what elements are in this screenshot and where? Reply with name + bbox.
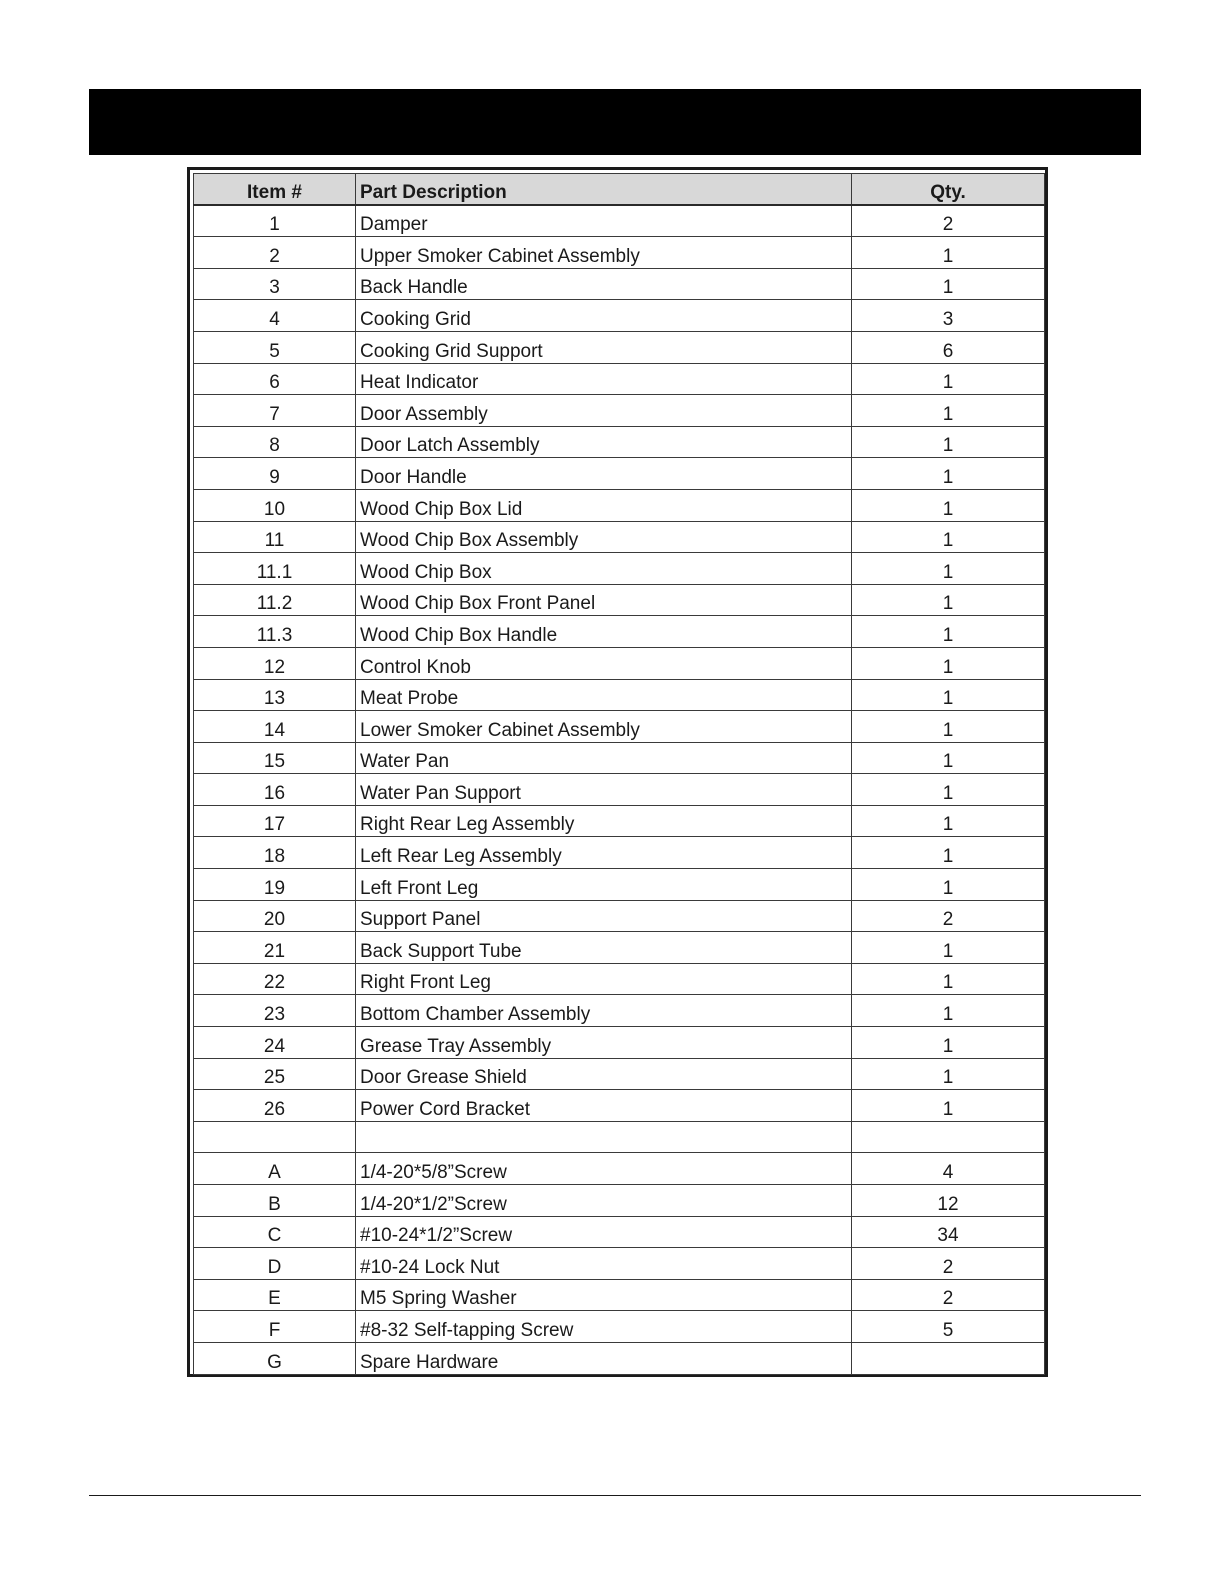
quantity-cell: 1 bbox=[852, 805, 1045, 837]
quantity-cell: 34 bbox=[852, 1216, 1045, 1248]
table-row bbox=[194, 1153, 1045, 1185]
quantity-cell: 6 bbox=[852, 331, 1045, 363]
part-description-cell: #8-32 Self-tapping Screw bbox=[356, 1311, 852, 1343]
table-row bbox=[194, 426, 1045, 458]
quantity-cell: 1 bbox=[852, 553, 1045, 585]
part-description-cell: Grease Tray Assembly bbox=[356, 1027, 852, 1059]
item-number-cell: G bbox=[194, 1342, 356, 1374]
item-number-cell: 17 bbox=[194, 805, 356, 837]
table-row bbox=[194, 647, 1045, 679]
part-description-cell: Cooking Grid Support bbox=[356, 331, 852, 363]
part-description-cell: Meat Probe bbox=[356, 679, 852, 711]
item-number-cell bbox=[194, 1121, 356, 1153]
item-number-cell: 4 bbox=[194, 300, 356, 332]
item-number-cell: 19 bbox=[194, 869, 356, 901]
quantity-cell: 1 bbox=[852, 963, 1045, 995]
quantity-cell bbox=[852, 1121, 1045, 1153]
quantity-cell: 1 bbox=[852, 426, 1045, 458]
part-description-cell: 1/4-20*1/2”Screw bbox=[356, 1185, 852, 1217]
table-row bbox=[194, 900, 1045, 932]
table-row bbox=[194, 1279, 1045, 1311]
part-description-cell: Water Pan bbox=[356, 742, 852, 774]
part-description-cell: Left Front Leg bbox=[356, 869, 852, 901]
part-description-cell: Door Handle bbox=[356, 458, 852, 490]
quantity-cell: 1 bbox=[852, 616, 1045, 648]
item-number-cell: 26 bbox=[194, 1090, 356, 1122]
item-number-cell: 18 bbox=[194, 837, 356, 869]
quantity-cell: 2 bbox=[852, 1279, 1045, 1311]
parts-list-table bbox=[193, 173, 1045, 1375]
quantity-cell: 12 bbox=[852, 1185, 1045, 1217]
table-row bbox=[194, 521, 1045, 553]
table-row bbox=[194, 1090, 1045, 1122]
quantity-cell: 1 bbox=[852, 647, 1045, 679]
quantity-cell: 1 bbox=[852, 837, 1045, 869]
quantity-cell: 1 bbox=[852, 1090, 1045, 1122]
quantity-cell: 1 bbox=[852, 458, 1045, 490]
part-description-cell: Door Grease Shield bbox=[356, 1058, 852, 1090]
table-row bbox=[194, 774, 1045, 806]
item-number-cell: 16 bbox=[194, 774, 356, 806]
part-description-cell: Right Front Leg bbox=[356, 963, 852, 995]
table-row bbox=[194, 237, 1045, 269]
quantity-cell: 1 bbox=[852, 237, 1045, 269]
quantity-cell: 2 bbox=[852, 205, 1045, 237]
table-row bbox=[194, 616, 1045, 648]
table-row bbox=[194, 584, 1045, 616]
part-description-cell: Door Latch Assembly bbox=[356, 426, 852, 458]
item-number-cell: 20 bbox=[194, 900, 356, 932]
item-number-cell: 23 bbox=[194, 995, 356, 1027]
item-number-cell: 13 bbox=[194, 679, 356, 711]
item-number-cell: F bbox=[194, 1311, 356, 1343]
item-number-cell: 6 bbox=[194, 363, 356, 395]
item-number-cell: 24 bbox=[194, 1027, 356, 1059]
item-number-cell: 9 bbox=[194, 458, 356, 490]
table-row bbox=[194, 395, 1045, 427]
quantity-cell: 4 bbox=[852, 1153, 1045, 1185]
part-description-cell: Support Panel bbox=[356, 900, 852, 932]
table-row bbox=[194, 1248, 1045, 1280]
part-description-cell: Back Handle bbox=[356, 268, 852, 300]
item-number-cell: A bbox=[194, 1153, 356, 1185]
table-row bbox=[194, 711, 1045, 743]
header-part-description: Part Description bbox=[356, 174, 852, 206]
item-number-cell: 11.2 bbox=[194, 584, 356, 616]
part-description-cell: Cooking Grid bbox=[356, 300, 852, 332]
item-number-cell: C bbox=[194, 1216, 356, 1248]
table-row bbox=[194, 1121, 1045, 1153]
part-description-cell bbox=[356, 1121, 852, 1153]
part-description-cell: Damper bbox=[356, 205, 852, 237]
part-description-cell: Door Assembly bbox=[356, 395, 852, 427]
item-number-cell: D bbox=[194, 1248, 356, 1280]
part-description-cell: Power Cord Bracket bbox=[356, 1090, 852, 1122]
table-row bbox=[194, 995, 1045, 1027]
footer-rule bbox=[89, 1495, 1141, 1496]
table-row bbox=[194, 963, 1045, 995]
table-row bbox=[194, 205, 1045, 237]
item-number-cell: 14 bbox=[194, 711, 356, 743]
part-description-cell: Spare Hardware bbox=[356, 1342, 852, 1374]
part-description-cell: Heat Indicator bbox=[356, 363, 852, 395]
quantity-cell: 1 bbox=[852, 1027, 1045, 1059]
item-number-cell: 1 bbox=[194, 205, 356, 237]
part-description-cell: #10-24 Lock Nut bbox=[356, 1248, 852, 1280]
header-bar bbox=[89, 89, 1141, 155]
quantity-cell: 1 bbox=[852, 774, 1045, 806]
part-description-cell: 1/4-20*5/8”Screw bbox=[356, 1153, 852, 1185]
item-number-cell: 11.3 bbox=[194, 616, 356, 648]
table-header-row bbox=[194, 174, 1045, 206]
table-row bbox=[194, 805, 1045, 837]
part-description-cell: Wood Chip Box Assembly bbox=[356, 521, 852, 553]
item-number-cell: 10 bbox=[194, 489, 356, 521]
quantity-cell: 1 bbox=[852, 363, 1045, 395]
table-row bbox=[194, 553, 1045, 585]
part-description-cell: Wood Chip Box Handle bbox=[356, 616, 852, 648]
quantity-cell: 1 bbox=[852, 742, 1045, 774]
table-row bbox=[194, 1216, 1045, 1248]
quantity-cell: 1 bbox=[852, 395, 1045, 427]
item-number-cell: 15 bbox=[194, 742, 356, 774]
part-description-cell: Lower Smoker Cabinet Assembly bbox=[356, 711, 852, 743]
table-row bbox=[194, 1311, 1045, 1343]
quantity-cell: 2 bbox=[852, 900, 1045, 932]
quantity-cell: 1 bbox=[852, 489, 1045, 521]
part-description-cell: Water Pan Support bbox=[356, 774, 852, 806]
quantity-cell: 3 bbox=[852, 300, 1045, 332]
quantity-cell: 1 bbox=[852, 932, 1045, 964]
quantity-cell: 1 bbox=[852, 679, 1045, 711]
quantity-cell: 1 bbox=[852, 711, 1045, 743]
part-description-cell: Wood Chip Box Front Panel bbox=[356, 584, 852, 616]
quantity-cell: 1 bbox=[852, 521, 1045, 553]
quantity-cell bbox=[852, 1342, 1045, 1374]
part-description-cell: Left Rear Leg Assembly bbox=[356, 837, 852, 869]
item-number-cell: 25 bbox=[194, 1058, 356, 1090]
item-number-cell: 5 bbox=[194, 331, 356, 363]
header-item-number: Item # bbox=[194, 174, 356, 206]
item-number-cell: 12 bbox=[194, 647, 356, 679]
part-description-cell: Control Knob bbox=[356, 647, 852, 679]
item-number-cell: 22 bbox=[194, 963, 356, 995]
table-row bbox=[194, 1185, 1045, 1217]
quantity-cell: 1 bbox=[852, 268, 1045, 300]
table-row bbox=[194, 742, 1045, 774]
item-number-cell: 11.1 bbox=[194, 553, 356, 585]
parts-list-frame bbox=[187, 167, 1048, 1377]
quantity-cell: 5 bbox=[852, 1311, 1045, 1343]
parts-list-body bbox=[194, 205, 1045, 1374]
table-row bbox=[194, 679, 1045, 711]
table-row bbox=[194, 300, 1045, 332]
item-number-cell: 3 bbox=[194, 268, 356, 300]
item-number-cell: 21 bbox=[194, 932, 356, 964]
table-row bbox=[194, 837, 1045, 869]
item-number-cell: B bbox=[194, 1185, 356, 1217]
table-row bbox=[194, 869, 1045, 901]
part-description-cell: Wood Chip Box bbox=[356, 553, 852, 585]
table-row bbox=[194, 1342, 1045, 1374]
table-row bbox=[194, 932, 1045, 964]
part-description-cell: Right Rear Leg Assembly bbox=[356, 805, 852, 837]
table-row bbox=[194, 458, 1045, 490]
item-number-cell: E bbox=[194, 1279, 356, 1311]
part-description-cell: Back Support Tube bbox=[356, 932, 852, 964]
item-number-cell: 8 bbox=[194, 426, 356, 458]
quantity-cell: 2 bbox=[852, 1248, 1045, 1280]
table-row bbox=[194, 1027, 1045, 1059]
item-number-cell: 7 bbox=[194, 395, 356, 427]
part-description-cell: Bottom Chamber Assembly bbox=[356, 995, 852, 1027]
item-number-cell: 11 bbox=[194, 521, 356, 553]
part-description-cell: #10-24*1/2”Screw bbox=[356, 1216, 852, 1248]
table-row bbox=[194, 1058, 1045, 1090]
table-row bbox=[194, 363, 1045, 395]
part-description-cell: Wood Chip Box Lid bbox=[356, 489, 852, 521]
item-number-cell: 2 bbox=[194, 237, 356, 269]
quantity-cell: 1 bbox=[852, 869, 1045, 901]
quantity-cell: 1 bbox=[852, 995, 1045, 1027]
part-description-cell: Upper Smoker Cabinet Assembly bbox=[356, 237, 852, 269]
table-row bbox=[194, 489, 1045, 521]
table-row bbox=[194, 268, 1045, 300]
quantity-cell: 1 bbox=[852, 1058, 1045, 1090]
header-quantity: Qty. bbox=[852, 174, 1045, 206]
quantity-cell: 1 bbox=[852, 584, 1045, 616]
table-row bbox=[194, 331, 1045, 363]
part-description-cell: M5 Spring Washer bbox=[356, 1279, 852, 1311]
